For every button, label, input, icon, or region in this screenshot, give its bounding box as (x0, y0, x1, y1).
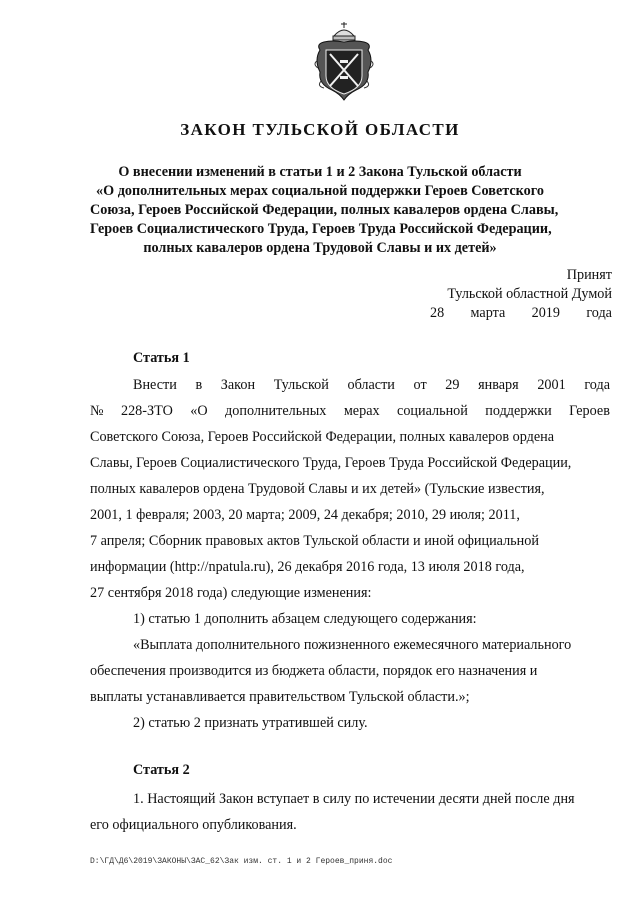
text-line: Славы, Героев Социалистического Труда, Героев Труда Российской Федерации, (90, 455, 572, 471)
text-line: его официального опубликования. (90, 817, 297, 833)
subtitle-line: полных кавалеров ордена Трудовой Славы и их детей» (143, 240, 497, 256)
article-2-heading: Статья 2 (133, 762, 190, 778)
text-line: Советского Союза, Героев Российской Федерации, полных кавалеров ордена (90, 429, 555, 445)
text-line: 27 сентября 2018 года) следующие изменения: (90, 585, 372, 601)
subtitle-line: Героев Социалистического Труда, Героев Труда Российской Федерации, (90, 221, 552, 237)
text-line: 7 апреля; Сборник правовых актов Тульской области и иной официальной (90, 533, 539, 549)
adoption-block (430, 266, 612, 323)
quote-line: обеспечения производится из бюджета области, порядок его назначения и (90, 663, 538, 679)
text-line: Внести в Закон Тульской области от 29 января 2001 года (133, 377, 610, 393)
adoption-year: 2019 (531, 305, 560, 321)
text-line: полных кавалеров ордена Трудовой Славы и их детей» (Тульские известия, (90, 481, 545, 497)
file-path-footer: D:\ГД\Д6\2019\ЗАКОНЫ\ЗАС_62\Зак изм. ст. 1 и 2 Героев_приня.doc (90, 857, 393, 866)
text-line: 1. Настоящий Закон вступает в силу по истечении десяти дней после дня (133, 791, 575, 807)
list-item-2: 2) статью 2 признать утратившей силу. (133, 715, 368, 731)
adoption-date (430, 304, 612, 323)
list-item-1: 1) статью 1 дополнить абзацем следующего содержания: (133, 611, 477, 627)
adopted-by: Тульской областной Думой (447, 286, 612, 302)
document-title: ЗАКОН ТУЛЬСКОЙ ОБЛАСТИ (180, 120, 460, 139)
adoption-day: 28 (430, 305, 445, 321)
subtitle-line: Союза, Героев Российской Федерации, полных кавалеров ордена Славы, (90, 202, 559, 218)
adoption-month: марта (470, 305, 506, 321)
quote-line: «Выплата дополнительного пожизненного ежемесячного материального (133, 637, 572, 653)
quote-line: выплаты устанавливается правительством Тульской области.»; (90, 689, 470, 705)
document-subtitle (90, 163, 559, 258)
text-line: № 228-ЗТО «О дополнительных мерах социальной поддержки Героев (90, 403, 610, 419)
text-line: информации (http://npatula.ru), 26 декабря 2016 года, 13 июля 2018 года, (90, 559, 525, 575)
tula-coat-of-arms-emblem (312, 20, 376, 102)
text-line: 2001, 1 февраля; 2003, 20 марта; 2009, 24 декабря; 2010, 29 июля; 2011, (90, 507, 520, 523)
article-1-heading: Статья 1 (133, 350, 190, 366)
subtitle-line: О внесении изменений в статьи 1 и 2 Закона Тульской области (118, 164, 522, 180)
article-1-body (90, 372, 610, 736)
subtitle-line: «О дополнительных мерах социальной поддержки Героев Советского (96, 183, 544, 199)
adoption-year-word: года (586, 305, 612, 321)
adopted-label: Принят (566, 267, 612, 283)
article-2-body (90, 786, 610, 838)
